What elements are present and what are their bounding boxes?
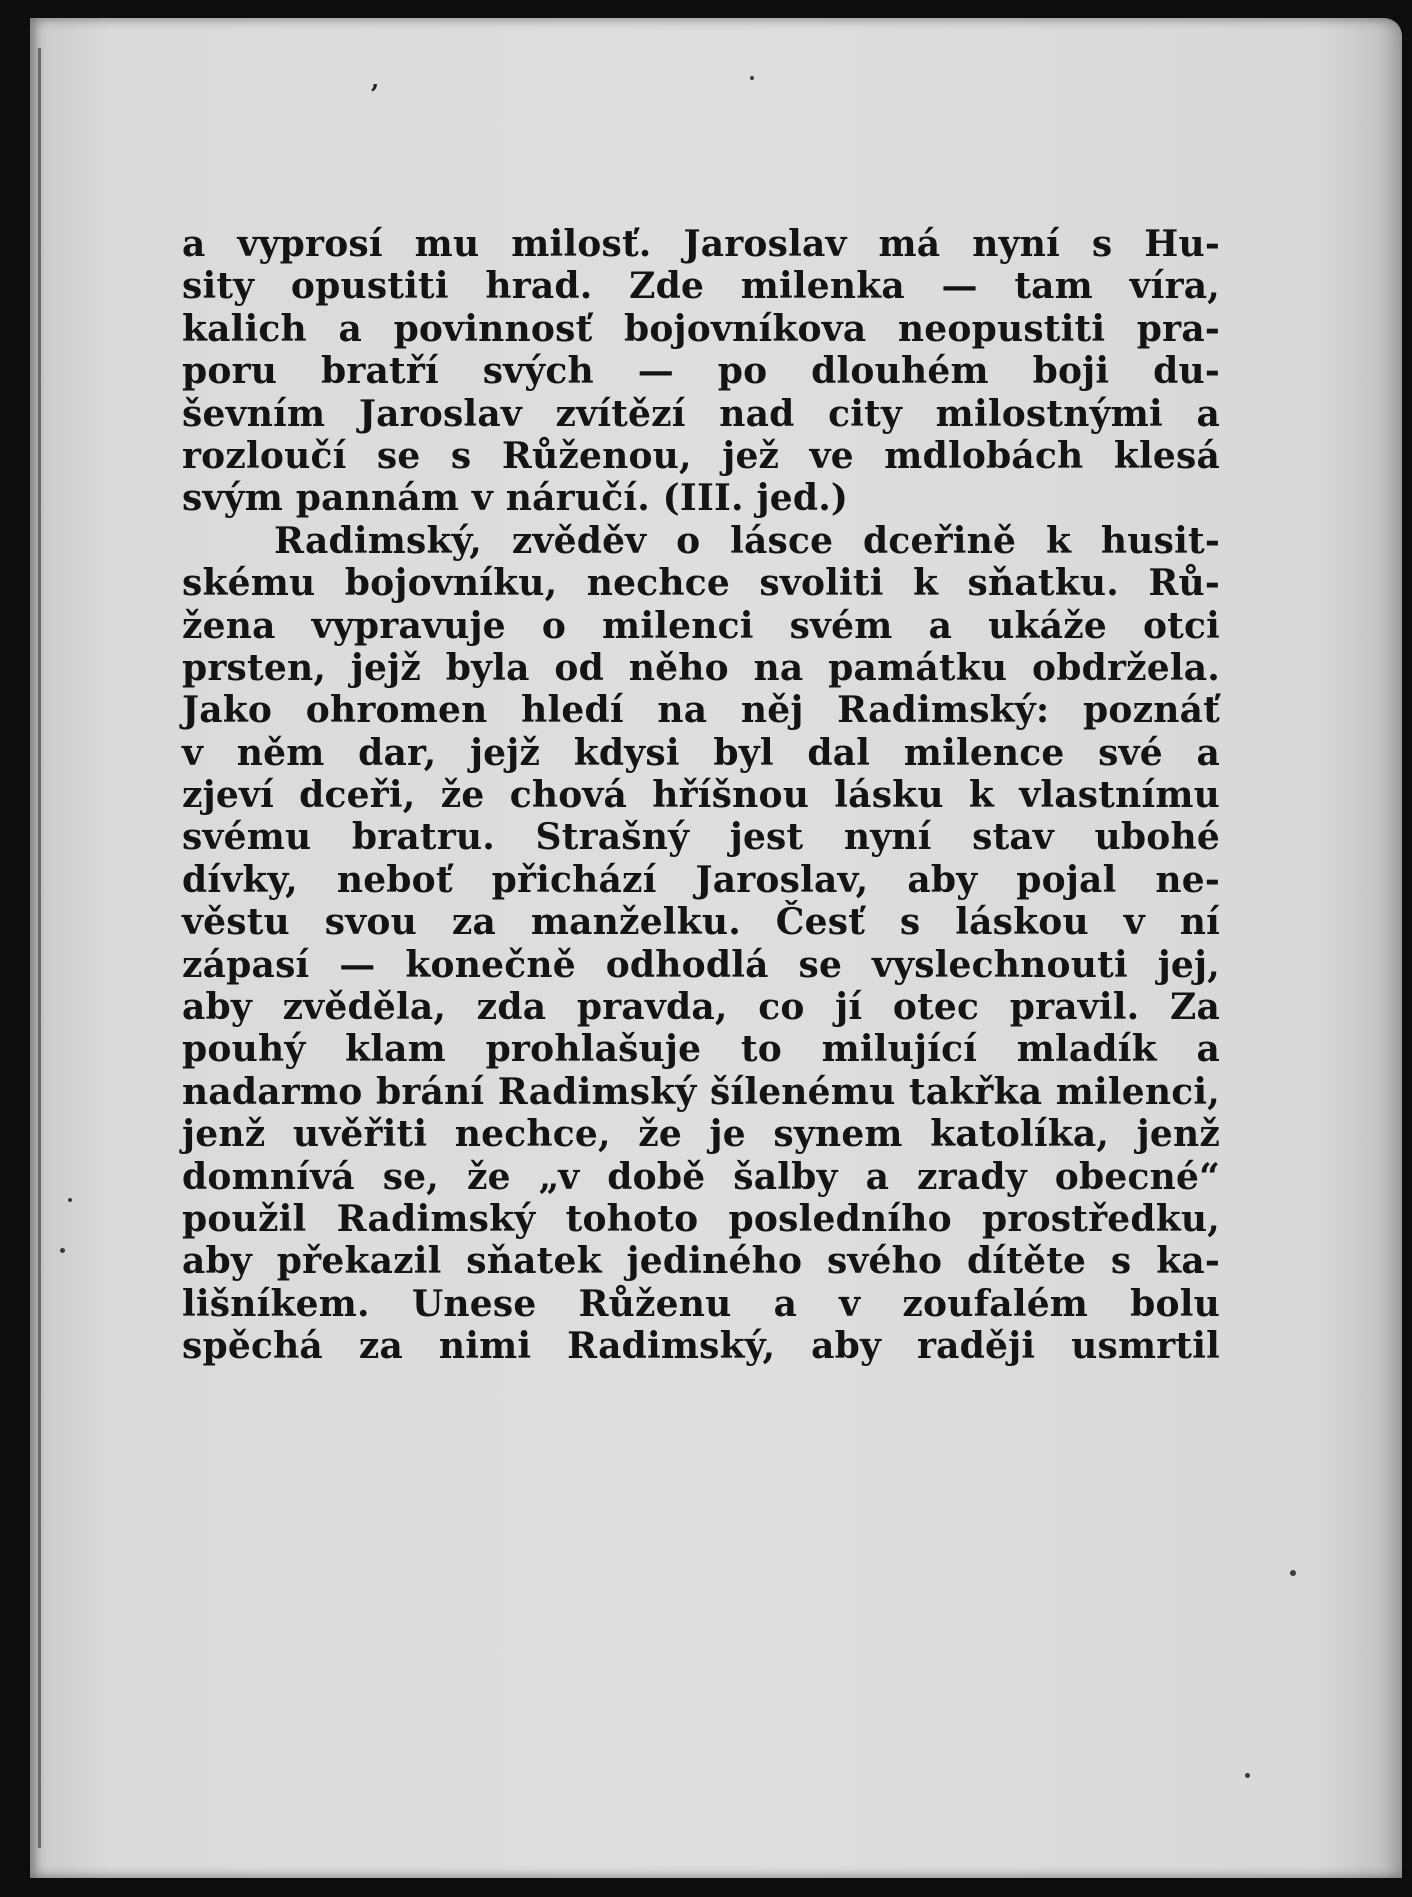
text-line: žena vypravuje o milenci svém a ukáže otci xyxy=(182,604,1220,647)
body-text xyxy=(182,223,1220,1368)
speck xyxy=(750,76,754,80)
text-line: aby překazil sňatek jediného svého dítěte s ka- xyxy=(182,1240,1220,1283)
text-line: spěchá za nimi Radimský, aby raději usmrtil xyxy=(182,1325,1220,1368)
text-line: v něm dar, jejž kdysi byl dal milence své a xyxy=(182,731,1220,774)
speck xyxy=(68,1198,72,1202)
text-line: svým pannám v náručí. (III. jed.) xyxy=(182,477,849,520)
text-line: použil Radimský tohoto posledního prostředku, xyxy=(182,1197,1220,1240)
text-line: rozloučí se s Růženou, jež ve mdlobách klesá xyxy=(182,434,1220,477)
speck xyxy=(60,1248,65,1253)
book-page xyxy=(30,18,1402,1878)
text-line: pouhý klam prohlašuje to milující mladík a xyxy=(182,1028,1220,1071)
text-line: kalich a povinnosť bojovníkova neopustiti pra- xyxy=(182,307,1220,350)
text-line: věstu svou za manželku. Česť s láskou v ní xyxy=(182,901,1220,944)
text-line: prsten, jejž byla od něho na památku obdržela. xyxy=(182,646,1220,689)
text-line: domnívá se, že „v době šalby a zrady obecné“ xyxy=(182,1155,1220,1198)
text-line: ševním Jaroslav zvítězí nad city milostnými a xyxy=(182,392,1220,435)
speck xyxy=(1290,1570,1296,1576)
text-line: Jako ohromen hledí na něj Radimský: poznáť xyxy=(182,689,1220,732)
text-line: aby zvěděla, zda pravda, co jí otec pravil. Za xyxy=(182,986,1220,1029)
text-line: Radimský, zvěděv o lásce dceřině k husit- xyxy=(274,519,1220,562)
text-line: nadarmo brání Radimský šílenému takřka milenci, xyxy=(182,1070,1220,1113)
binding-edge xyxy=(38,48,41,1848)
text-line: sity opustiti hrad. Zde milenka — tam víra, xyxy=(182,265,1220,308)
text-line: lišníkem. Unese Růženu a v zoufalém bolu xyxy=(182,1282,1220,1325)
text-line: dívky, neboť přichází Jaroslav, aby pojal ne- xyxy=(182,858,1220,901)
text-line: a vyprosí mu milosť. Jaroslav má nyní s Hu- xyxy=(182,223,1220,265)
page-mark: ’ xyxy=(370,80,380,110)
speck xyxy=(1245,1773,1250,1778)
text-line: skému bojovníku, nechce svoliti k sňatku. Rů- xyxy=(182,562,1220,605)
text-line: svému bratru. Strašný jest nyní stav ubohé xyxy=(182,816,1220,859)
text-line: jenž uvěřiti nechce, že je synem katolíka, jenž xyxy=(182,1113,1220,1156)
text-line: zjeví dceři, že chová hříšnou lásku k vlastnímu xyxy=(182,774,1220,817)
text-line: zápasí — konečně odhodlá se vyslechnouti jej, xyxy=(182,943,1220,986)
text-line: poru bratří svých — po dlouhém boji du- xyxy=(182,350,1220,393)
